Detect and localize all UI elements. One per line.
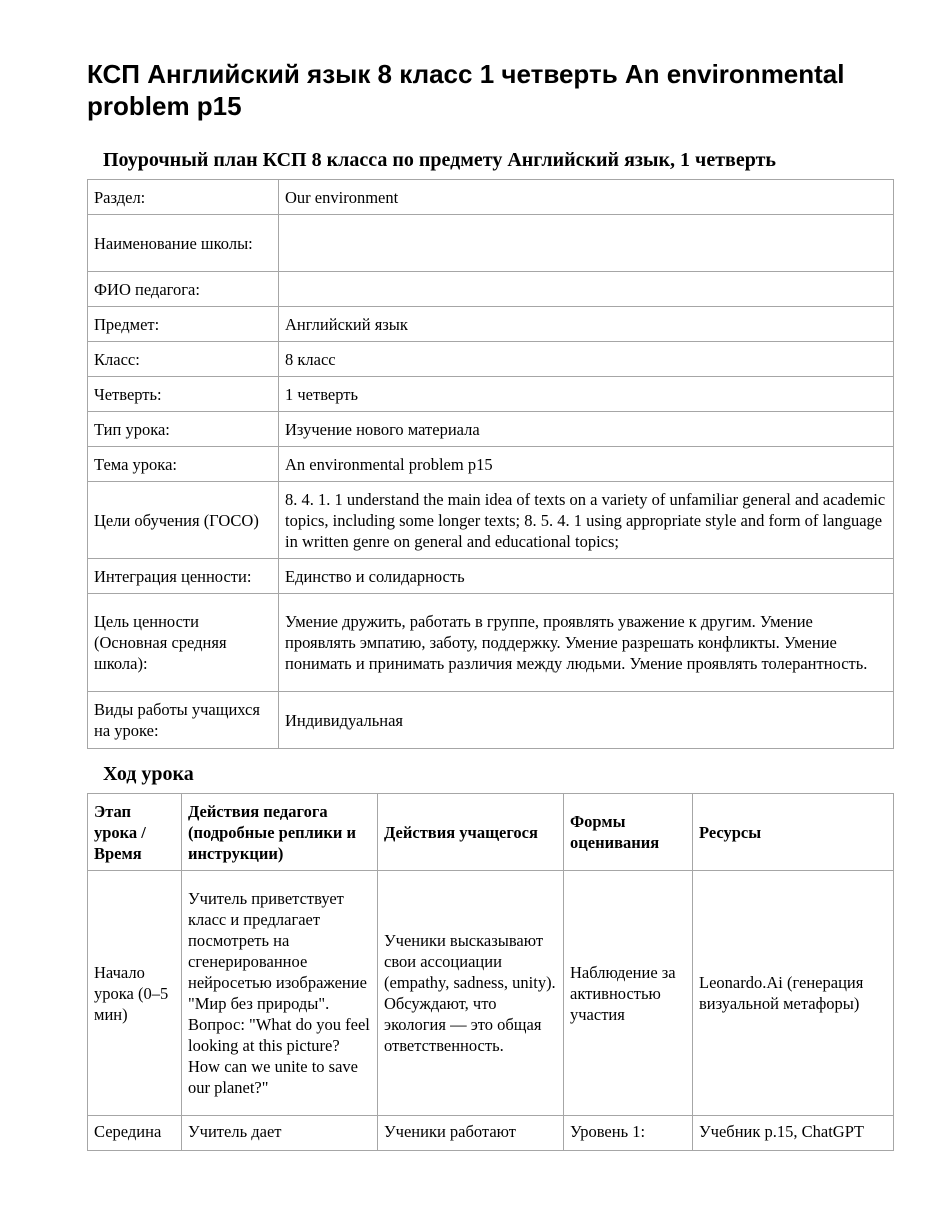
- info-value: 8. 4. 1. 1 understand the main idea of texts on a variety of unfamiliar general and academic topics, including some longer texts; 8. 5. 4. 1 using appropriate style and form of language in written genre on general and educational topics;: [279, 482, 894, 559]
- resources-cell: Учебник p.15, ChatGPT: [693, 1116, 894, 1151]
- info-label: Класс:: [88, 342, 279, 377]
- column-header-stage: Этап урока / Время: [88, 794, 182, 871]
- resources-cell: Leonardo.Ai (генерация визуальной метафоры): [693, 871, 894, 1116]
- info-value: Единство и солидарность: [279, 559, 894, 594]
- table-row: [88, 482, 894, 559]
- column-header-assessment: Формы оценивания: [564, 794, 693, 871]
- column-header-resources: Ресурсы: [693, 794, 894, 871]
- table-row: [88, 594, 894, 692]
- student-actions-cell: Ученики работают: [378, 1116, 564, 1151]
- table-header-row: [88, 794, 894, 871]
- table-row: [88, 871, 894, 1116]
- info-value: [279, 215, 894, 272]
- lesson-info-table: [87, 179, 894, 749]
- stage-cell: Начало урока (0–5 мин): [88, 871, 182, 1116]
- table-row: [88, 692, 894, 749]
- table-row: [88, 447, 894, 482]
- info-value: 1 четверть: [279, 377, 894, 412]
- info-label: Четверть:: [88, 377, 279, 412]
- info-label: Цели обучения (ГОСО): [88, 482, 279, 559]
- info-value: [279, 272, 894, 307]
- table-row: [88, 377, 894, 412]
- document-title: КСП Английский язык 8 класс 1 четверть An environmental problem p15: [87, 59, 845, 121]
- info-label: Раздел:: [88, 180, 279, 215]
- column-header-student: Действия учащегося: [378, 794, 564, 871]
- info-label: ФИО педагога:: [88, 272, 279, 307]
- info-value: Умение дружить, работать в группе, проявлять уважение к другим. Умение проявлять эмпатию, заботу, поддержку. Умение разрешать конфликты. Умение понимать и принимать различия между людьми. Умение проявлять толерантность.: [279, 594, 894, 692]
- assessment-cell: Уровень 1:: [564, 1116, 693, 1151]
- info-value: Английский язык: [279, 307, 894, 342]
- info-label: Тип урока:: [88, 412, 279, 447]
- assessment-cell: Наблюдение за активностью участия: [564, 871, 693, 1116]
- info-value: Индивидуальная: [279, 692, 894, 749]
- table-row: [88, 215, 894, 272]
- info-value: Изучение нового материала: [279, 412, 894, 447]
- table-row: [88, 307, 894, 342]
- table-row: [88, 180, 894, 215]
- table-row: [88, 342, 894, 377]
- plan-heading: Поурочный план КСП 8 класса по предмету Английский язык, 1 четверть: [103, 149, 776, 171]
- column-header-teacher: Действия педагога (подробные реплики и инструкции): [182, 794, 378, 871]
- info-label: Наименование школы:: [88, 215, 279, 272]
- table-row: [88, 272, 894, 307]
- teacher-actions-cell: Учитель дает: [182, 1116, 378, 1151]
- student-actions-cell: Ученики высказывают свои ассоциации (empathy, sadness, unity). Обсуждают, что экология — это общая ответственность.: [378, 871, 564, 1116]
- course-heading: Ход урока: [103, 763, 194, 785]
- info-value: 8 класс: [279, 342, 894, 377]
- teacher-actions-cell: Учитель приветствует класс и предлагает посмотреть на сгенерированное нейросетью изображение "Мир без природы". Вопрос: "What do you feel looking at this picture? How can we unite to save our planet?": [182, 871, 378, 1116]
- info-label: Предмет:: [88, 307, 279, 342]
- lesson-course-table: [87, 793, 894, 1151]
- table-row: [88, 412, 894, 447]
- info-value: Our environment: [279, 180, 894, 215]
- info-label: Цель ценности (Основная средняя школа):: [88, 594, 279, 692]
- info-label: Виды работы учащихся на уроке:: [88, 692, 279, 749]
- table-row: [88, 559, 894, 594]
- info-value: An environmental problem p15: [279, 447, 894, 482]
- info-label: Интеграция ценности:: [88, 559, 279, 594]
- stage-cell: Середина: [88, 1116, 182, 1151]
- table-row: [88, 1116, 894, 1151]
- info-label: Тема урока:: [88, 447, 279, 482]
